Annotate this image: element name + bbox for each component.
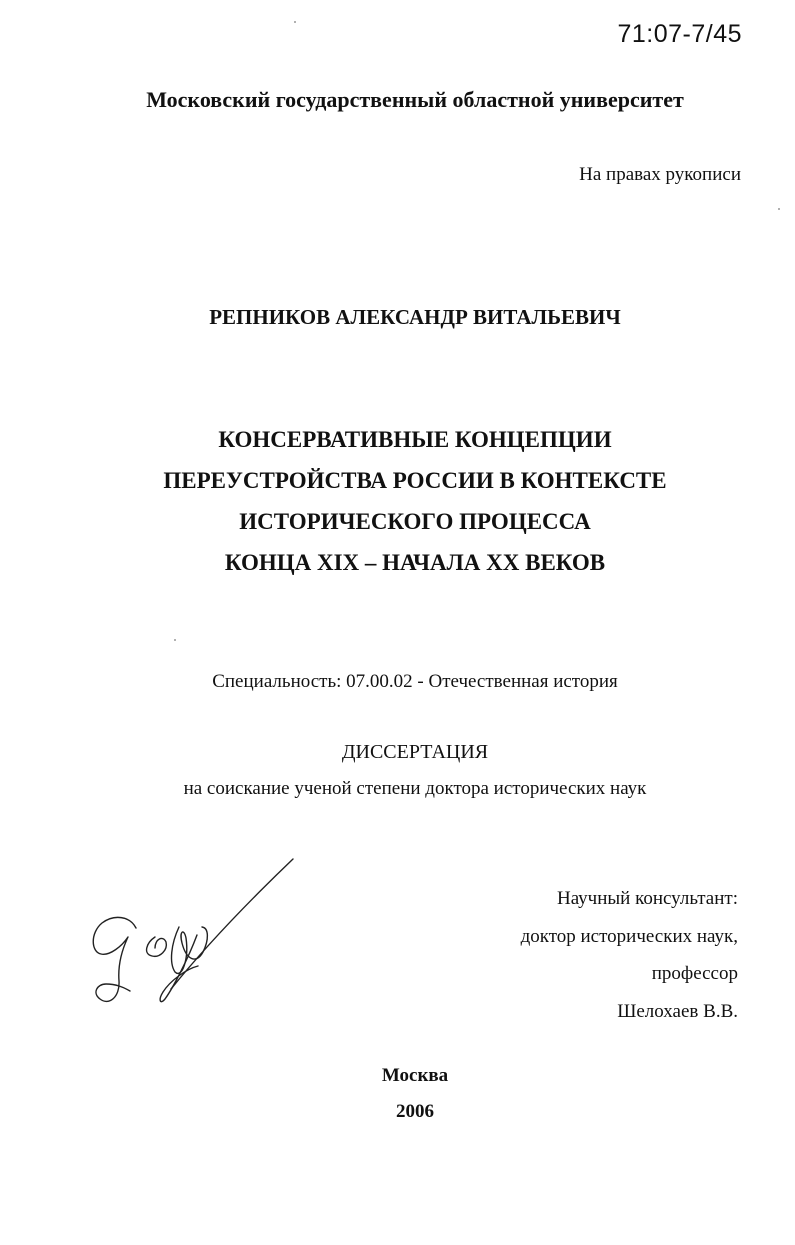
library-call-number: 71:07-7/45: [617, 20, 742, 48]
dissertation-title: [0, 419, 795, 583]
title-line: КОНЦА XIX – НАЧАЛА XX ВЕКОВ: [224, 550, 606, 575]
university-name: Московский государственный областной университет: [146, 87, 684, 112]
author-name: РЕПНИКОВ АЛЕКСАНДР ВИТАЛЬЕВИЧ: [209, 305, 621, 329]
scan-speck: [174, 639, 176, 641]
manuscript-note: На правах рукописи: [579, 164, 741, 185]
scientific-consultant: [0, 880, 738, 1030]
title-line: ИСТОРИЧЕСКОГО ПРОЦЕССА: [239, 509, 591, 534]
consultant-rank: профессор: [651, 963, 738, 984]
year: 2006: [396, 1101, 434, 1122]
scan-speck: [778, 208, 780, 210]
city: Москва: [381, 1065, 449, 1086]
specialty-line: Специальность: 07.00.02 - Отечественная история: [212, 671, 618, 692]
document-type: ДИССЕРТАЦИЯ: [341, 741, 489, 763]
title-line: ПЕРЕУСТРОЙСТВА РОССИИ В КОНТЕКСТЕ: [163, 468, 667, 493]
consultant-label: Научный консультант:: [556, 888, 738, 909]
consultant-name: Шелохаев В.В.: [617, 1000, 738, 1022]
scan-speck: [294, 21, 296, 23]
consultant-degree: доктор исторических наук,: [520, 925, 738, 947]
degree-line: на соискание ученой степени доктора исторических наук: [183, 778, 647, 799]
title-line: КОНСЕРВАТИВНЫЕ КОНЦЕПЦИИ: [218, 427, 612, 452]
